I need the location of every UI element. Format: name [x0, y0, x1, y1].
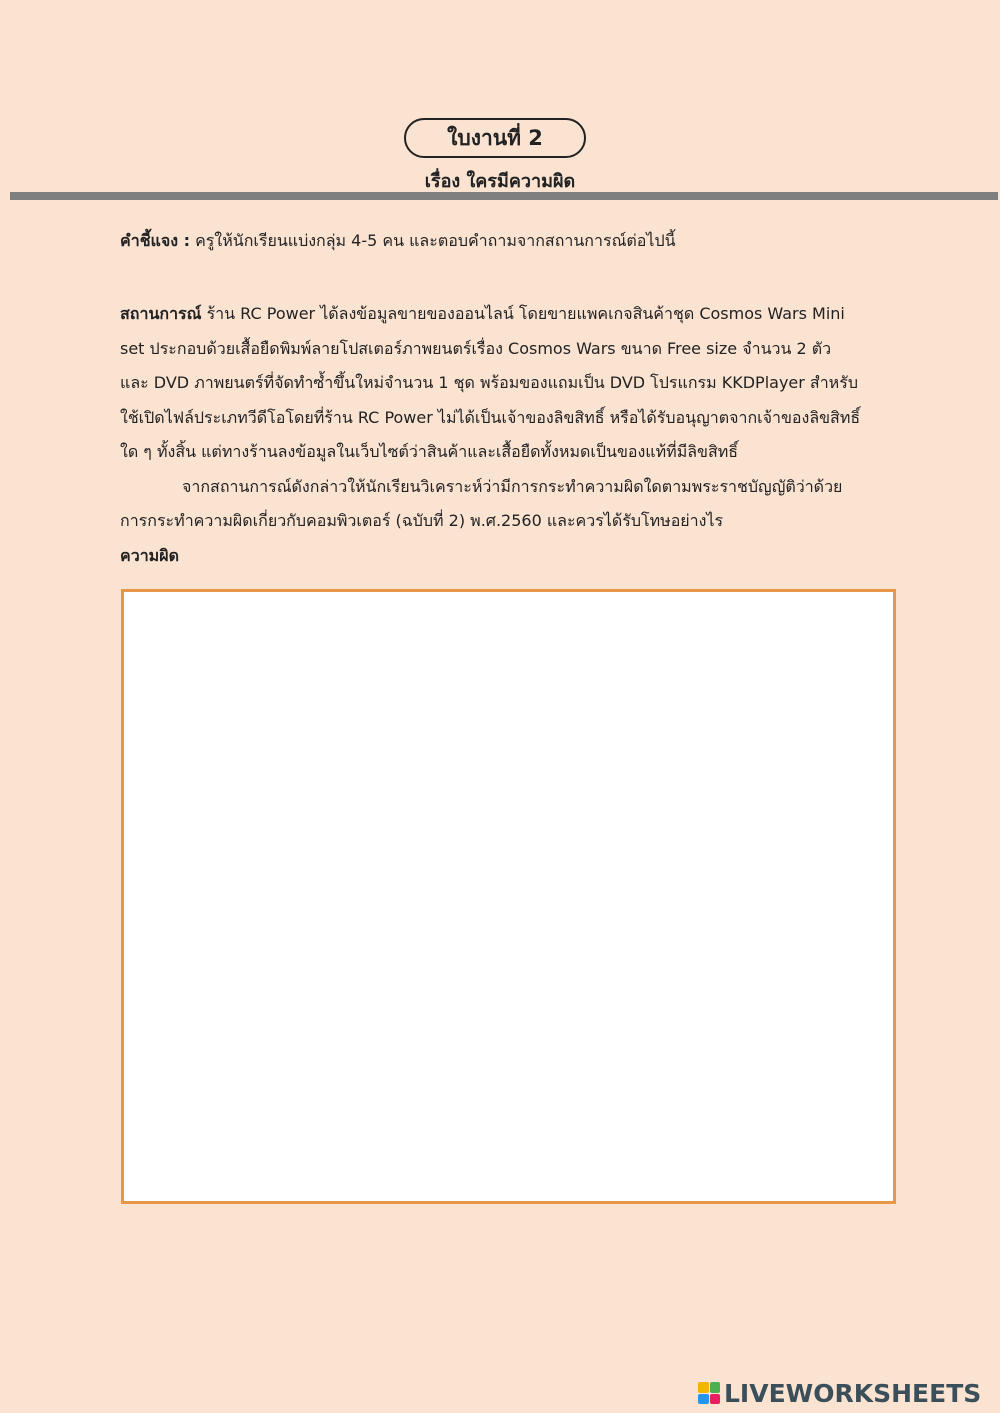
answer-label: ความผิด — [120, 546, 179, 565]
scenario-label: สถานการณ์ — [120, 304, 202, 323]
scenario — [120, 297, 880, 539]
liveworksheets-logo-text: LIVEWORKSHEETS — [724, 1378, 982, 1408]
liveworksheets-branding — [698, 1380, 981, 1406]
header-divider — [10, 192, 998, 200]
question-line-1: จากสถานการณ์ดังกล่าวให้นักเรียนวิเคราะห์ว่ามีการกระทำความผิดใดตามพระราชบัญญัติว่าด้วย — [182, 476, 843, 496]
answer-text-area[interactable] — [121, 589, 896, 1204]
scenario-line-text: ร้าน RC Power ได้ลงข้อมูลขายของออนไลน์ โดยขายแพคเกจสินค้าชุด Cosmos Wars Mini — [201, 304, 845, 323]
instruction-text: ครูให้นักเรียนแบ่งกลุ่ม 4-5 คน และตอบคำถามจากสถานการณ์ต่อไปนี้ — [190, 231, 676, 250]
instruction — [120, 229, 880, 253]
worksheet-title — [404, 118, 586, 158]
worksheet-title-text: ใบงานที่ 2 — [447, 125, 543, 150]
liveworksheets-logo-icon — [698, 1382, 720, 1404]
scenario-line-3: และ DVD ภาพยนตร์ที่จัดทำซ้ำขึ้นใหม่จำนวน 1 ชุด พร้อมของแถมเป็น DVD โปรแกรม KKDPlayer สำหรับ — [120, 373, 858, 392]
scenario-line-1 — [120, 297, 880, 332]
worksheet-subtitle: เรื่อง ใครมีความผิด — [424, 171, 576, 192]
instruction-label: คำชี้แจง : — [120, 231, 191, 250]
question-line-2: การกระทำความผิดเกี่ยวกับคอมพิวเตอร์ (ฉบับที่ 2) พ.ศ.2560 และควรได้รับโทษอย่างไร — [120, 511, 724, 530]
scenario-line-2: set ประกอบด้วยเสื้อยืดพิมพ์ลายโปสเตอร์ภาพยนตร์เรื่อง Cosmos Wars ขนาด Free size จำนวน 2 ตัว — [120, 338, 832, 358]
scenario-line-4: ใช้เปิดไฟล์ประเภทวีดีโอโดยที่ร้าน RC Power ไม่ได้เป็นเจ้าของลิขสิทธิ์ หรือได้รับอนุญาตจากเจ้าของลิขสิทธิ์ — [120, 407, 861, 427]
scenario-line-5: ใด ๆ ทั้งสิ้น แต่ทางร้านลงข้อมูลในเว็บไซต์ว่าสินค้าและเสื้อยืดทั้งหมดเป็นของแท้ที่มีลิขสิทธิ์ — [120, 442, 739, 461]
